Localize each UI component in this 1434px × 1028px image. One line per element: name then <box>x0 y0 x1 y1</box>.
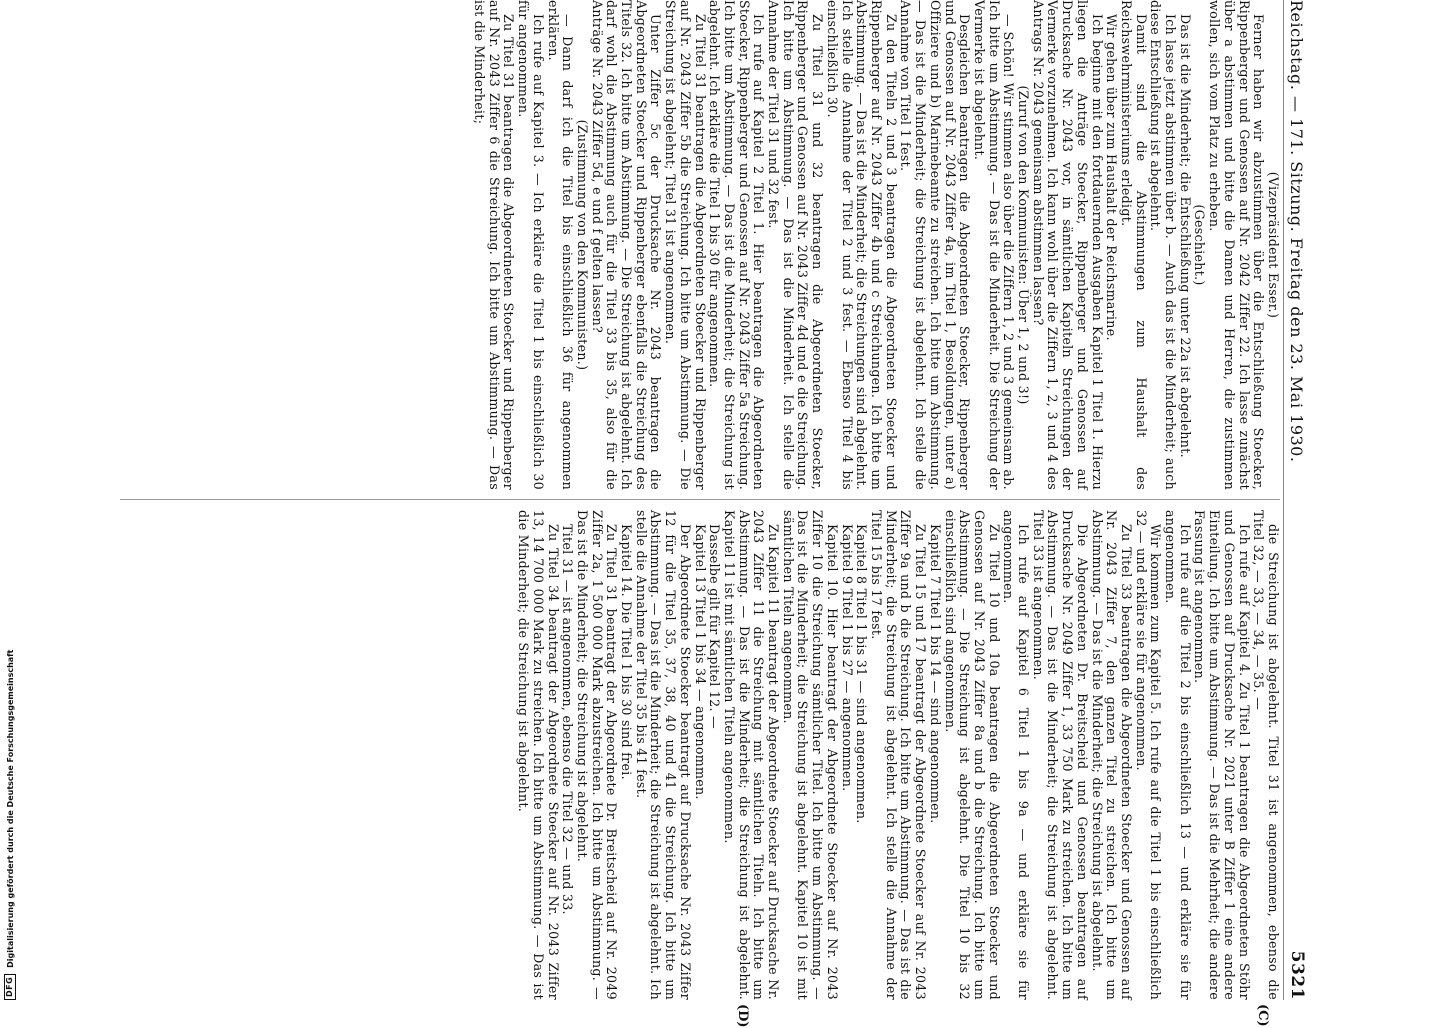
paragraph: Kapitel 14. Die Titel 1 bis 30 sind frei. <box>619 524 635 780</box>
right-column <box>120 510 1280 1000</box>
dfg-logo: DFG <box>4 974 16 1000</box>
paragraph: Ich beginne mit den fortdauernden Ausgaben Kapitel 1 Titel 1. Hierzu liegen die Anträge Stoecker, Rippenberger und Genossen auf Drucksache Nr. 2043 vor, in sämtlichen Kapiteln Streichungen der Vermerke vorzunehmen. Ich kann wohl über die Ziffern 1, 2, 3 und 4 des Antrags Nr. 2043 gemeinsam abstimmen lassen? <box>1030 0 1105 490</box>
paragraph: Titel 31 — ist angenommen, ebenso die Titel 32 — und 33. <box>560 524 576 915</box>
paragraph: Unter Ziffer 5c der Drucksache Nr. 2043 beantragen die Abgeordneten Stoecker und Rippenberger ebenfalls die Streichung des Titels 32. Ich bitte um Abstimmung. — Die Streichung ist abgelehnt. Ich darf wohl die Abstimmung auch für die Titel 33 bis 35, also für die Anträge Nr. 2043 Ziffer 5d, e und f gelten lassen? <box>589 0 664 490</box>
paragraph: Zu Titel 10 und 10a beantragen die Abgeordneten Stoecker und Genossen auf Nr. 2043 Ziffer 8a und b die Streichung. Ich bitte um Abstimmung. — Die Streichung ist abgelehnt. Die Titel 10 bis 32 einschließlich sind angenommen. <box>942 510 1002 1000</box>
margin-marker-d: (D) <box>735 1004 750 1028</box>
credit-text: Digitalisierung gefördert durch die Deutsche Forschungsgemeinschaft <box>5 649 15 968</box>
paragraph: Kapitel 7 Titel 1 bis 14 — sind angenommen. <box>927 524 943 824</box>
running-head: Reichstag. — 171. Sitzung. Freitag den 23. Mai 1930. <box>1287 0 1307 463</box>
paragraph: — Dann darf ich die Titel bis einschließlich 36 für angenommen erklären. <box>545 0 576 490</box>
paragraph: (Geschieht.) <box>1192 204 1208 286</box>
paragraph: Wir gehen über zum Haushalt der Reichsmarine. <box>1104 14 1120 341</box>
paragraph: die Streichung ist abgelehnt. Titel 31 ist angenommen, ebenso die Titel 32, — 33, — 34, — 35. — <box>1251 510 1281 1000</box>
paragraph: Zu Titel 31 beantragen die Abgeordneten Stoecker und Rippenberger auf Nr. 2043 Ziffer 6 die Streichung. Ich bitte um Abstimmung. — Das ist die Minderheit; <box>472 0 517 490</box>
left-column <box>120 0 1280 490</box>
paragraph: Zu Titel 31 und 32 beantragen die Abgeordneten Stoecker, Rippenberger und Genossen auf Nr. 2043 Ziffer 4d und e die Streichung. Ich bitte um Abstimmung. — Das ist die Minderheit. Ich stelle die Annahme der Titel 31 und 32 fest. <box>766 0 826 490</box>
paragraph: (Zuruf von den Kommunisten: Über 1, 2 und 3!) <box>1016 85 1032 405</box>
paragraph: Zu Titel 15 und 17 beantragt der Abgeordnete Stoecker auf Nr. 2043 Ziffer 9a und b die Streichung. Ich bitte um Abstimmung. — Das ist die Minderheit; die Streichung ist abgelehnt. Ich stelle die Annahme der Titel 15 bis 17 fest. <box>869 510 929 1000</box>
paragraph: Zu Titel 31 beantragt der Abgeordnete Dr. Breitscheid auf Nr. 2049 Ziffer 2a, 1 500 000 Mark abzustreichen. Ich bitte um Abstimmung. — Das ist die Minderheit; die Streichung ist abgelehnt. <box>574 510 620 1000</box>
text-columns <box>114 0 1280 1000</box>
paragraph: Ich lasse jetzt abstimmen über b. — Auch das ist die Minderheit; auch diese Entschließung ist abgelehnt. <box>1148 0 1179 490</box>
paragraph: Die Abgeordneten Dr. Breitscheid und Genossen beantragen auf Drucksache Nr. 2049 Ziffer 1, 33 750 Mark zu streichen. Ich bitte um Abstimmung. — Das ist die Minderheit; die Streichung ist abgelehnt. Titel 33 ist angenommen. <box>1030 510 1090 1000</box>
paragraph: Zu den Titeln 2 und 3 beantragen die Abgeordneten Stoecker und Rippenberger auf Nr. 2043 Ziffer 4b und c Streichungen. Ich bitte um Abstimmung. — Das ist die Minderheit; die Streichungen sind abgelehnt. Ich stelle die Annahme der Titel 2 und 3 fest. — Ebenso Titel 4 bis einschließlich 30. <box>824 0 899 490</box>
paragraph: Zu Kapitel 11 beantragt der Abgeordnete Stoecker auf Drucksache Nr. 2043 Ziffer 11 die Streichung mit sämtlichen Titeln. Ich bitte um Abstimmung. — Das ist die Minderheit; die Streichung ist abgelehnt. Kapitel 11 ist mit sämtlichen Titeln angenommen. <box>721 510 782 1000</box>
paragraph: Ich rufe auf die Titel 2 bis einschließlich 13 — und erkläre sie für angenommen. <box>1163 510 1193 1000</box>
paragraph: Desgleichen beantragen die Abgeordneten Stoecker, Rippenberger und Genossen auf Nr. 2043 Ziffer 4a, im Titel 1, Besoldungen, unter a) Offiziere und b) Marinebeamte zu streichen. Ich bitte um Abstimmung. — Das ist die Minderheit; die Streichung ist abgelehnt. Ich stelle die Annahme von Titel 1 fest. <box>898 0 973 490</box>
digitization-credit <box>4 640 16 1000</box>
paragraph: Ich rufe auf Kapitel 3. — Ich erkläre die Titel 1 bis einschließlich 30 für angenommen. <box>516 0 546 490</box>
paragraph: Kapitel 10. Hier beantragt der Abgeordnete Stoecker auf Nr. 2043 Ziffer 10 die Streichung sämtlicher Titel. Ich bitte um Abstimmung. — Das ist die Minderheit; die Streichung ist abgelehnt. Kapitel 10 ist mit sämtlichen Titeln angenommen. <box>780 510 840 1000</box>
paragraph: (Zustimmung von den Kommunisten.) <box>574 119 590 371</box>
margin-marker-c: (C) <box>1255 1004 1270 1027</box>
paragraph: Ferner haben wir abzustimmen über die Entschließung Stoecker, Rippenberger und Genossen auf Nr. 2042 Ziffer 22. Ich lasse zunächst über a abstimmen und bitte die Damen und Herren, die zustimmen wollen, sich vom Platz zu erheben. <box>1207 0 1267 490</box>
paragraph: Ich rufe auf Kapitel 6 Titel 1 bis 9a — und erkläre sie für angenommen. <box>1001 510 1032 1000</box>
paragraph: Kapitel 8 Titel 1 bis 31 — sind angenommen. <box>854 524 870 824</box>
paragraph: Zu Titel 31 beantragen die Abgeordneten Stoecker und Rippenberger auf Nr. 2043 Ziffer 5b die Streichung. Ich bitte um Abstimmung. — Die Streichung ist abgelehnt; Titel 31 ist angenommen. <box>663 0 708 490</box>
paragraph: Damit sind die Abstimmungen zum Haushalt des Reichswehrministeriums erledigt. <box>1118 0 1149 490</box>
paragraph: Kapitel 13 Titel 1 bis 34 — angenommen. <box>692 524 708 800</box>
paragraph: Kapitel 9 Titel 1 bis 27 — angenommen. <box>839 524 855 792</box>
column-divider <box>120 490 1280 510</box>
paragraph: Ich rufe auf Kapitel 2 Titel 1. Hier beantragen die Abgeordneten Stoecker, Rippenberger und Genossen auf Nr. 2043 Ziffer 5a Streichung. Ich bitte um Abstimmung. — Das ist die Minderheit; die Streichung ist abgelehnt. Ich erkläre die Titel 1 bis 30 für angenommen. <box>707 0 767 490</box>
paragraph: Der Abgeordnete Stoecker beantragt auf Drucksache Nr. 2043 Ziffer 12 für die Titel 35, 37, 38, 40 und 41 die Streichung. Ich bitte um Abstimmung. — Das ist die Minderheit; die Streichung ist abgelehnt. Ich stelle die Annahme der Titel 35 bis 41 fest. <box>633 510 693 1000</box>
paragraph: Wir kommen zum Kapitel 5. Ich rufe auf die Titel 1 bis einschließlich 32 — und erkläre sie für angenommen. <box>1133 510 1164 1000</box>
paragraph: Dasselbe gilt für Kapitel 12. — <box>707 524 723 729</box>
paragraph: — Schön! Wir stimmen also über die Ziffern 1, 2 und 3 gemeinsam ab. Ich bitte um Abstimmung. — Das ist die Minderheit. Die Streichung der Vermerke ist abgelehnt. <box>971 0 1017 490</box>
page-number: 5321 <box>1287 950 1307 1000</box>
paragraph: Zu Titel 33 beantragen die Abgeordneten Stoecker und Genossen auf Nr. 2043 Ziffer 7, den ganzen Titel zu streichen. Ich bitte um Abstimmung. — Das ist die Minderheit; die Streichung ist abgelehnt. <box>1089 510 1134 1000</box>
page-header <box>1283 0 1310 1000</box>
paragraph: (Vizepräsident Esser.) <box>1266 171 1281 319</box>
paragraph: Das ist die Minderheit; die Entschließung unter 22a ist abgelehnt. <box>1177 14 1193 458</box>
protocol-page <box>114 0 1310 1028</box>
paragraph: Zu Titel 34 beantragt der Abgeordnete Stoecker auf Nr. 2043 Ziffer 13, 14 700 000 Mark zu streichen. Ich bitte um Abstimmung. — Das ist die Minderheit; die Streichung ist abgelehnt. <box>516 510 561 1000</box>
paragraph: Ich rufe auf Kapitel 4. Zu Titel 1 beantragen die Abgeordneten Stöhr und Genossen auf Drucksache Nr. 2021 unter B Ziffer 1 eine andere Einteilung. Ich bitte um Abstimmung. — Das ist die Mehrheit; die andere Fassung ist angenommen. <box>1192 510 1252 1000</box>
